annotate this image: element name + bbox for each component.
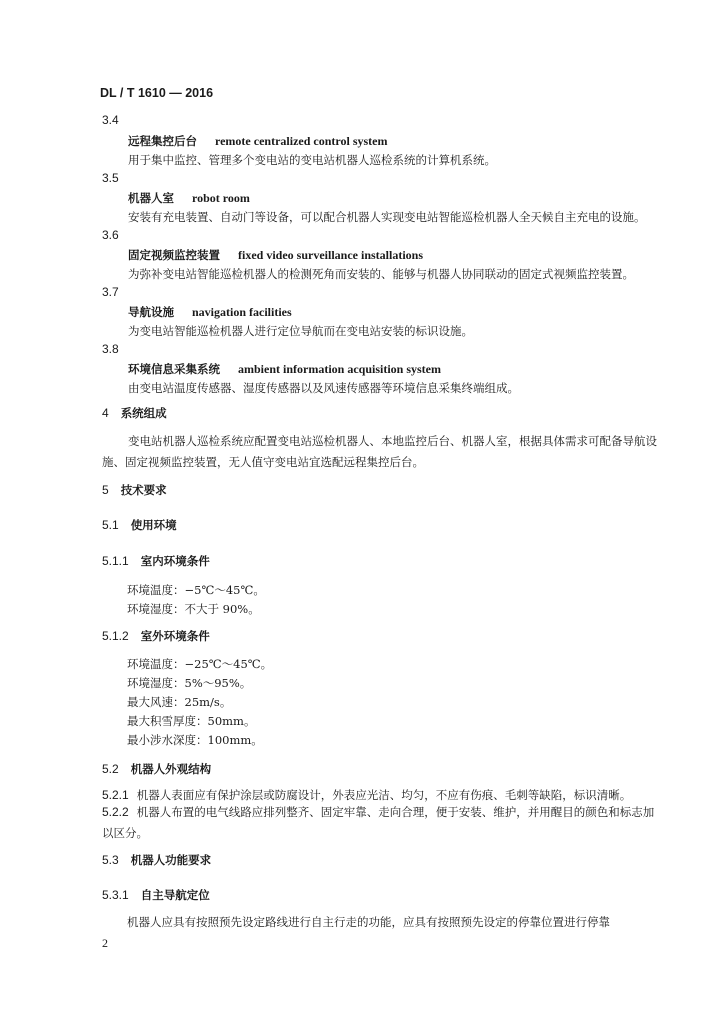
term-cn: 环境信息采集系统	[128, 362, 220, 376]
term-number: 3.5	[102, 171, 119, 185]
condition-line: 环境湿度：不大于 90%。	[127, 602, 260, 616]
term-cn: 固定视频监控装置	[128, 248, 220, 262]
section-number: 5.1	[102, 518, 119, 532]
term-cn: 导航设施	[128, 305, 174, 319]
clause-number: 5.2.2	[102, 805, 129, 819]
section-number: 5.1.1	[102, 554, 129, 568]
section-number: 4	[102, 406, 109, 420]
term-title	[128, 133, 388, 149]
clause-5-2-2	[102, 802, 662, 844]
condition-line: 最小涉水深度：100mm。	[127, 733, 263, 747]
term-number: 3.7	[102, 285, 119, 299]
condition-line: 环境温度：−5℃～45℃。	[127, 583, 265, 597]
clause-text: 机器人布置的电气线路应排列整齐、固定牢靠、走向合理，便于安装、维护，并用醒目的颜色和标志加以区分。	[102, 805, 655, 840]
term-definition: 安装有充电装置、自动门等设备，可以配合机器人实现变电站智能巡检机器人全天候自主充电的设施。	[128, 210, 646, 224]
term-cn: 远程集控后台	[128, 134, 197, 148]
section-heading-5-1	[102, 517, 177, 533]
term-en: navigation facilities	[192, 305, 292, 319]
term-en: ambient information acquisition system	[238, 362, 442, 376]
document-header: DL / T 1610 — 2016	[100, 86, 214, 100]
term-number: 3.8	[102, 342, 119, 356]
term-en: remote centralized control system	[215, 134, 388, 148]
term-title	[128, 190, 250, 206]
section-heading-5	[102, 482, 167, 498]
clause-number: 5.2.1	[102, 788, 129, 802]
section-number: 5.1.2	[102, 629, 129, 643]
term-title	[128, 247, 423, 263]
condition-line: 环境湿度：5%～95%。	[127, 676, 252, 690]
term-en: fixed video surveillance installations	[238, 248, 424, 262]
clause-text: 机器人表面应有保护涂层或防腐设计，外表应光洁、均匀，不应有伤痕、毛刺等缺陷，标识清晰。	[136, 788, 632, 802]
section-5-3-1-paragraph: 机器人应具有按照预先设定路线进行自主行走的功能，应具有按照预先设定的停靠位置进行停靠	[127, 915, 610, 929]
section-heading-5-2	[102, 761, 211, 777]
section-heading-5-1-2	[102, 628, 210, 644]
term-definition: 用于集中监控、管理多个变电站的变电站机器人巡检系统的计算机系统。	[128, 153, 496, 167]
section-heading-5-3	[102, 852, 211, 868]
section-title: 技术要求	[120, 483, 167, 497]
page-number: 2	[102, 936, 108, 950]
section-heading-5-1-1	[102, 553, 210, 569]
section-heading-4	[102, 405, 167, 421]
clause-5-2-1	[102, 787, 631, 803]
condition-line: 最大风速：25m/s。	[127, 695, 232, 709]
section-title: 自主导航定位	[140, 888, 210, 902]
section-title: 室内环境条件	[140, 554, 210, 568]
section-number: 5	[102, 483, 109, 497]
section-4-paragraph: 变电站机器人巡检系统应配置变电站巡检机器人、本地监控后台、机器人室，根据具体需求可配备导航设施、固定视频监控装置，无人值守变电站宜选配远程集控后台。	[102, 434, 657, 469]
section-number: 5.2	[102, 762, 119, 776]
term-definition: 为弥补变电站智能巡检机器人的检测死角而安装的、能够与机器人协同联动的固定式视频监控装置。	[128, 267, 634, 281]
section-number: 5.3	[102, 853, 119, 867]
term-title	[128, 304, 292, 320]
term-number: 3.6	[102, 228, 119, 242]
section-title: 系统组成	[120, 406, 167, 420]
section-number: 5.3.1	[102, 888, 129, 902]
condition-line: 最大积雪厚度：50mm。	[127, 714, 256, 728]
section-title: 机器人功能要求	[130, 853, 212, 867]
section-title: 机器人外观结构	[130, 762, 212, 776]
term-definition: 为变电站智能巡检机器人进行定位导航而在变电站安装的标识设施。	[128, 324, 473, 338]
term-title	[128, 361, 441, 377]
term-en: robot room	[192, 191, 250, 205]
term-cn: 机器人室	[128, 191, 174, 205]
section-heading-5-3-1	[102, 887, 210, 903]
term-number: 3.4	[102, 113, 119, 127]
condition-line: 环境温度：−25℃～45℃。	[127, 657, 273, 671]
term-definition: 由变电站温度传感器、湿度传感器以及风速传感器等环境信息采集终端组成。	[128, 381, 519, 395]
section-title: 室外环境条件	[140, 629, 210, 643]
section-title: 使用环境	[130, 518, 177, 532]
